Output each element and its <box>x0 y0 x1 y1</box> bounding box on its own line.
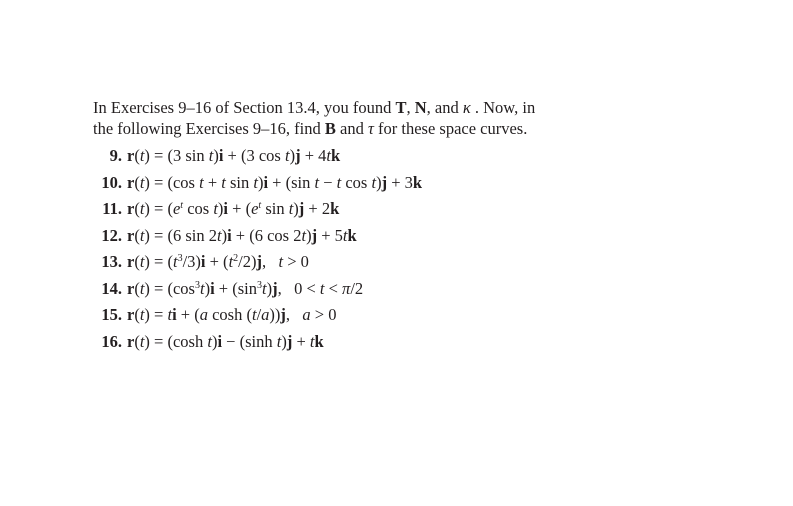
exercise-number: 11. <box>102 199 122 218</box>
exercise-number: 16. <box>101 331 122 351</box>
exercise-item <box>93 329 653 356</box>
exercise-expression: r(t) = ti + (a cosh (t/a))j, a > 0 <box>127 305 337 324</box>
intro-line-1: In Exercises 9–16 of Section 13.4, you found T, N, and κ . Now, in <box>93 98 536 117</box>
exercise-item <box>93 249 653 276</box>
exercise-item <box>93 170 653 197</box>
exercise-expression: r(t) = (3 sin t)i + (3 cos t)j + 4tk <box>127 146 341 165</box>
exercise-number: 10. <box>101 172 122 192</box>
intro-line-2: the following Exercises 9–16, find B and τ for these space curves. <box>93 119 528 138</box>
exercise-block <box>93 97 653 355</box>
exercise-expression: $r(t) = (\cos^3t)i + (\sin^3t)j$, 0 < t < π/2 <box>127 278 364 298</box>
exercise-item <box>93 276 653 303</box>
exercise-expression: r(t) = (cos t + t sin t)i + (sin t − t cos t)j + 3k <box>127 172 423 192</box>
exercise-item <box>93 143 653 170</box>
intro-paragraph <box>93 97 653 139</box>
exercise-expression: $r(t) = (e^t$ $\cos t)i + (e^t$ sin t)j + 2k <box>127 199 340 218</box>
exercise-item <box>93 223 653 250</box>
exercise-expression: r(t) = (cosh t)i − (sinh t)j + tk <box>127 331 324 351</box>
exercise-number: 9. <box>109 146 122 165</box>
exercise-number: 15. <box>101 305 122 324</box>
exercise-number: 14. <box>101 278 122 298</box>
exercise-item <box>93 196 653 223</box>
exercise-number: 13. <box>101 252 122 271</box>
exercise-item <box>93 302 653 329</box>
exercise-expression: $r(t) = (t^3/3)i + (t^2/2)j$, t > 0 <box>127 252 309 271</box>
exercise-number: 12. <box>101 225 122 245</box>
exercise-expression: r(t) = (6 sin 2t)i + (6 cos 2t)j + 5tk <box>127 225 357 245</box>
